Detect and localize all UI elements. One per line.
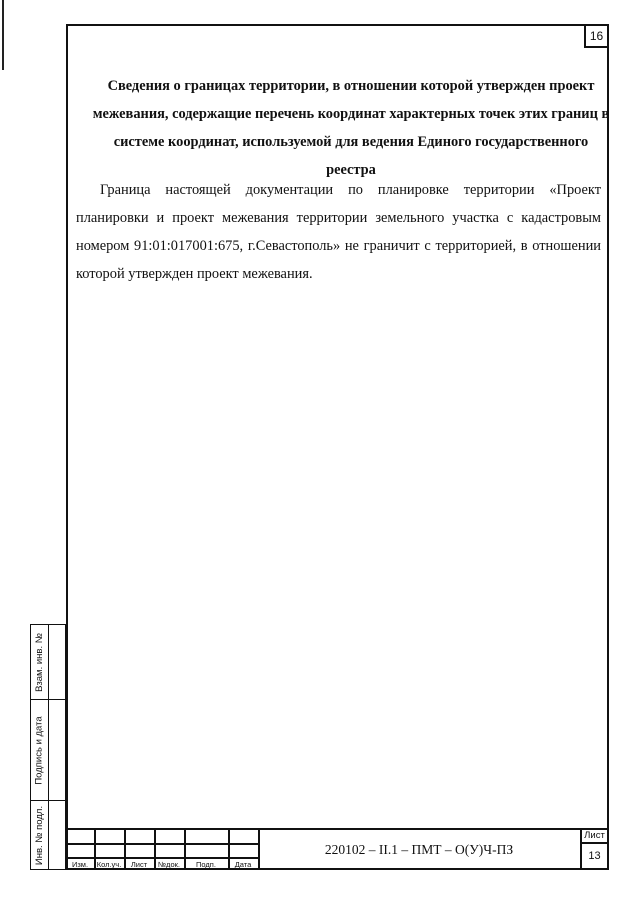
tb-header-list: Лист (130, 859, 148, 869)
side-stamp-inv (30, 800, 66, 870)
title-block (66, 828, 609, 870)
tb-header-data: Дата (234, 859, 252, 869)
sheet-label: Лист (584, 829, 605, 841)
tb-header-koluch: Кол.уч. (96, 859, 122, 869)
section-heading: Сведения о границах территории, в отношении которой утвержден проект межевания, содержащие перечень координат характерных точек этих границ в системе координат, используемой для ведения Единого государственного реестра (92, 78, 610, 178)
scan-edge-mark (2, 0, 4, 70)
side-stamp-vzam (30, 624, 66, 700)
side-label-inv: Инв. № подл. (34, 805, 45, 865)
side-label-vzam: Взам. инв. № (34, 632, 46, 692)
side-label-podpis: Подпись и дата (34, 715, 46, 785)
page-number: 16 (584, 24, 609, 48)
tb-header-podp: Подп. (196, 859, 216, 869)
document-code: 220102 – II.1 – ПМТ – О(У)Ч-ПЗ (324, 842, 514, 857)
tb-header-izm: Изм. (71, 859, 89, 869)
tb-header-ndok: №док. (158, 859, 180, 869)
body-paragraph: Граница настоящей документации по планировке территории «Проект планировки и проект межевания территории земельного участка с кадастровым номером 91:01:017001:675, г.Севастополь» не граничит с территорией, в отношении которой утвержден проект межевания. (76, 182, 601, 282)
side-stamp-podpis (30, 699, 66, 801)
sheet-number: 13 (588, 850, 601, 862)
